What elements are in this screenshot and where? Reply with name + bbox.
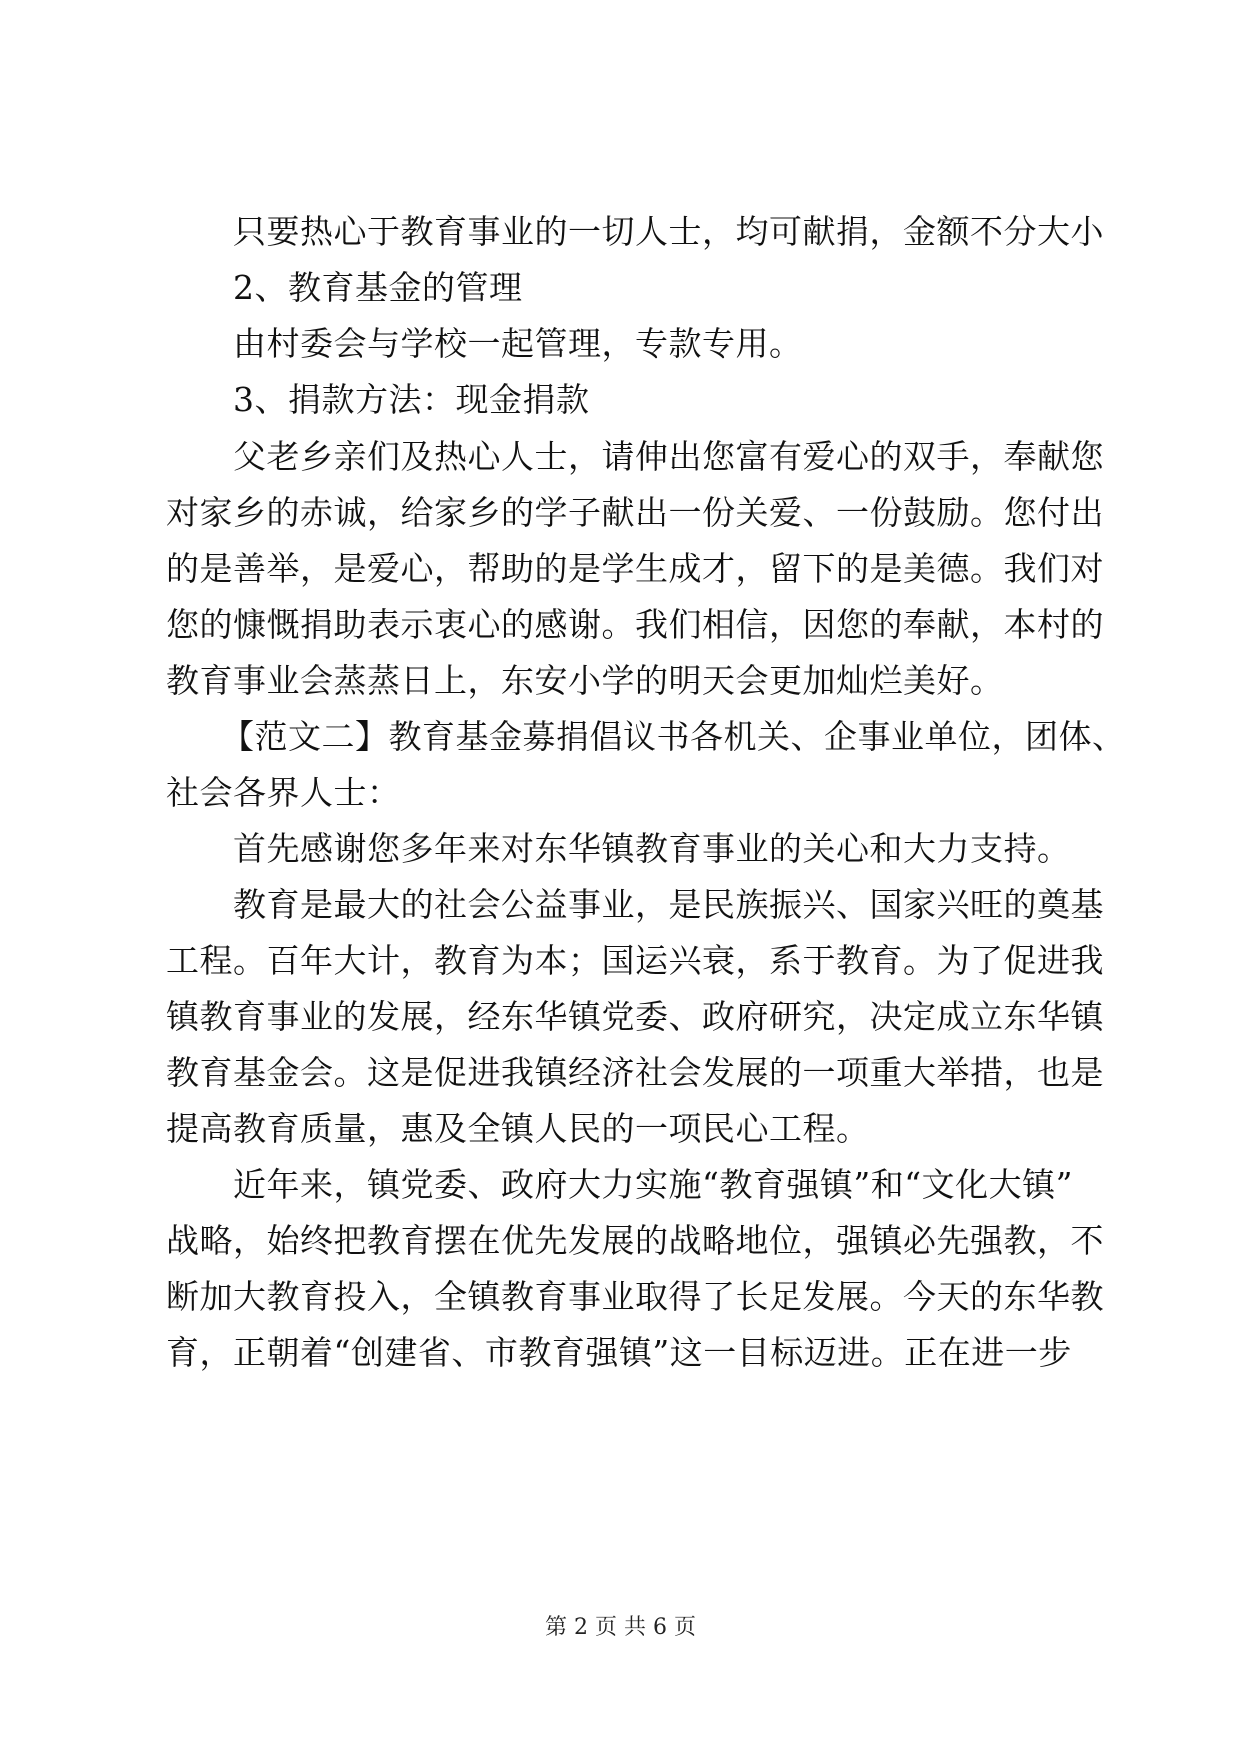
body-line-16: 教育基金会。这是促进我镇经济社会发展的一项重大举措，也是 xyxy=(166,1053,1104,1092)
body-line-14: 工程。百年大计，教育为本；国运兴衰，系于教育。为了促进我 xyxy=(166,941,1104,980)
body-line-5: 父老乡亲们及热心人士，请伸出您富有爱心的双手，奉献您 xyxy=(233,437,1104,476)
body-line-9: 教育事业会蒸蒸日上，东安小学的明天会更加灿烂美好。 xyxy=(166,661,1004,700)
body-line-19: 战略，始终把教育摆在优先发展的战略地位，强镇必先强教，不 xyxy=(166,1221,1104,1260)
body-line-21: 育，正朝着“创建省、市教育强镇”这一目标迈进。正在进一步 xyxy=(166,1333,1072,1372)
body-line-17: 提高教育质量，惠及全镇人民的一项民心工程。 xyxy=(166,1109,870,1148)
body-line-10: 【范文二】教育基金募捐倡议书各机关、企事业单位，团体、 xyxy=(221,717,1126,756)
body-line-12: 首先感谢您多年来对东华镇教育事业的关心和大力支持。 xyxy=(233,829,1071,868)
body-line-4: 3、捐款方法：现金捐款 xyxy=(233,380,590,419)
body-line-3: 由村委会与学校一起管理，专款专用。 xyxy=(233,324,803,363)
body-line-15: 镇教育事业的发展，经东华镇党委、政府研究，决定成立东华镇 xyxy=(166,997,1104,1036)
body-line-6: 对家乡的赤诚，给家乡的学子献出一份关爱、一份鼓励。您付出 xyxy=(166,493,1104,532)
body-line-8: 您的慷慨捐助表示衷心的感谢。我们相信，因您的奉献，本村的 xyxy=(166,605,1104,644)
page-number-footer: 第 2 页 共 6 页 xyxy=(545,1615,696,1640)
body-line-13: 教育是最大的社会公益事业，是民族振兴、国家兴旺的奠基 xyxy=(233,885,1104,924)
body-line-1: 只要热心于教育事业的一切人士，均可献捐，金额不分大小 xyxy=(233,212,1104,251)
body-line-2: 2、教育基金的管理 xyxy=(233,268,523,307)
body-line-18: 近年来，镇党委、政府大力实施“教育强镇”和“文化大镇” xyxy=(233,1165,1073,1204)
body-line-11: 社会各界人士： xyxy=(166,773,401,812)
body-line-20: 断加大教育投入，全镇教育事业取得了长足发展。今天的东华教 xyxy=(166,1277,1104,1316)
body-line-7: 的是善举，是爱心，帮助的是学生成才，留下的是美德。我们对 xyxy=(166,549,1104,588)
